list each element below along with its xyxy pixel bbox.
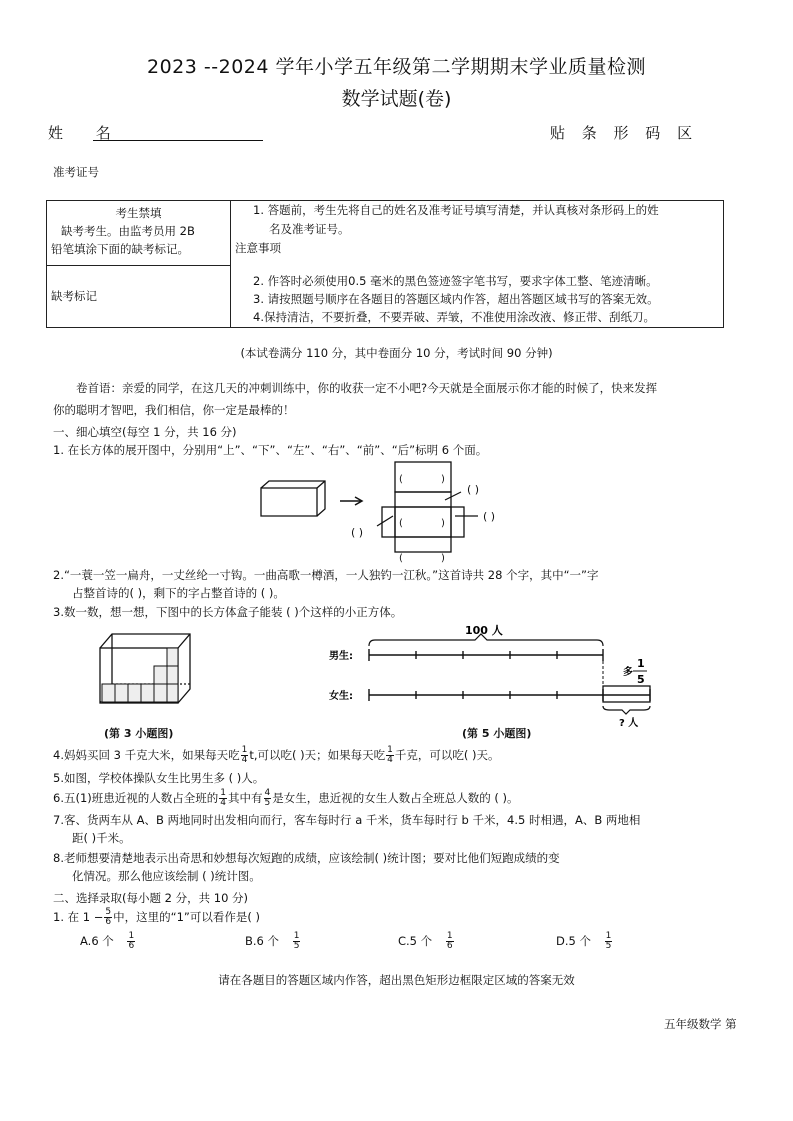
absence-title: 考生禁填 [115, 206, 162, 220]
s2q1-frac-den: 6 [105, 917, 112, 927]
q4-frac2-num: 1 [387, 745, 393, 755]
question-3: 3.数一数，想一想，下图中的长方体盒子能装 ( )个这样的小正方体。 [53, 605, 403, 619]
option-c[interactable] [398, 932, 455, 951]
option-b[interactable] [245, 932, 301, 951]
question-2-line-1: 2.“一蓑一笠一扁舟，一丈丝纶一寸钩。一曲高歌一樽酒，一人独钓一江秋。”这首诗共 28 个字，其中“一”字 [53, 568, 599, 582]
option-b-fraction [293, 932, 301, 951]
question-4 [53, 746, 500, 765]
q4-frac1-num: 1 [241, 745, 248, 755]
question-5: 5.如图，学校体操队女生比男生多 ( )人。 [53, 771, 265, 785]
notice-item-4: 4.保持清洁，不要折叠，不要弄破、弄皱，不准使用涂改液、修正带、刮纸刀。 [253, 310, 655, 324]
option-d-den: 5 [605, 941, 612, 951]
option-a-fraction [127, 932, 135, 951]
s2q1-part-b: 中，这里的“1”可以看作是( ) [113, 910, 261, 924]
question-6 [53, 789, 519, 808]
net-blank-left: ( ) [351, 526, 364, 539]
absence-mark-cell[interactable] [47, 265, 231, 328]
option-b-den: 5 [293, 941, 300, 951]
section-1-title: 一、细心填空(每空 1 分，共 16 分) [53, 425, 237, 439]
q4-fraction-2 [386, 746, 394, 765]
q6-part-a: 6.五(1)班患近视的人数占全班的 [53, 791, 219, 805]
notice-item-1b: 名及准考证号。 [269, 222, 350, 236]
notice-label: 注意事项 [235, 241, 281, 255]
net-blank-bottom-close: ) [441, 553, 445, 564]
preface-line-1: 卷首语：亲爱的同学，在这几天的冲刺训练中，你的收获一定不小吧?今天就是全面展示你才能的时候了，快来发挥 [76, 381, 658, 395]
q1-net-figure [255, 458, 555, 568]
name-field[interactable] [93, 140, 263, 141]
net-blank-top-close: ) [441, 474, 445, 485]
q6-frac1-den: 4 [220, 798, 226, 808]
notice-table [46, 200, 724, 328]
footer-warning: 请在各题目的答题区域内作答，超出黑色矩形边框限定区域的答案无效 [218, 973, 575, 987]
notice-item-3: 3. 请按照题号顺序在各题目的答题区域内作答，超出答题区域书写的答案无效。 [253, 292, 659, 306]
net-blank-right: ( ) [483, 510, 496, 523]
option-d-label: D.5 个 [556, 934, 591, 948]
absence-text-2: 铅笔填涂下面的缺考标记。 [51, 242, 189, 256]
option-c-num: 1 [446, 931, 453, 941]
q6-frac2-den: 5 [264, 798, 271, 808]
fig5-caption: (第 5 小题图) [462, 727, 532, 740]
fig5-girls-label: 女生: [329, 691, 353, 702]
cuboid-drawing [261, 481, 325, 516]
option-a-label: A.6 个 [80, 934, 114, 948]
q6-fraction-2 [264, 789, 272, 808]
absence-mark-label: 缺考标记 [51, 289, 97, 304]
option-d[interactable] [556, 932, 613, 951]
option-d-fraction [605, 932, 613, 951]
s2q1-part-a: 1. 在 1 − [53, 910, 104, 924]
net-blank-top: ( [399, 474, 403, 485]
fig5-more-label: 多 [623, 667, 633, 678]
cuboid-net [382, 462, 464, 552]
q4-part-c: 千克，可以吃( )天。 [394, 748, 500, 762]
absence-text-1: 缺考考生。由监考员用 2B [61, 224, 195, 238]
page-title: 2023 --2024 学年小学五年级第二学期期末学业质量检测 [147, 56, 646, 78]
net-blank-right-top: ( ) [467, 483, 480, 496]
q4-part-b: t,可以吃( )天；如果每天吃 [249, 748, 386, 762]
question-8-line-1: 8.老师想要清楚地表示出奇思和妙想每次短跑的成绩，应该绘制( )统计图；要对比他们短跑成绩的变 [53, 851, 560, 865]
fig5-question-label: ? 人 [619, 718, 639, 729]
q6-fraction-1 [219, 789, 227, 808]
fig5-total-label: 100 人 [465, 624, 503, 637]
net-blank-mid-close: ) [441, 518, 445, 529]
q4-fraction-1 [241, 746, 249, 765]
q6-part-c: 是女生，患近视的女生人数占全班总人数的 ( )。 [272, 791, 519, 805]
q4-part-a: 4.妈妈买回 3 千克大米，如果每天吃 [53, 748, 240, 762]
net-blank-mid: ( [399, 518, 403, 529]
option-a-den: 6 [128, 941, 135, 951]
option-b-num: 1 [293, 931, 300, 941]
preface-line-2: 你的聪明才智吧，我们相信，你一定是最棒的！ [53, 403, 295, 417]
q4-frac2-den: 4 [387, 755, 393, 765]
fig5-frac-den: 5 [637, 673, 645, 686]
question-2-line-2: 占整首诗的( )，剩下的字占整首诗的 ( )。 [72, 586, 285, 600]
notice-item-1a: 1. 答题前，考生先将自己的姓名及准考证号填写清楚，并认真核对条形码上的姓 [253, 203, 659, 217]
absence-instruction-cell [47, 201, 231, 266]
q4-frac1-den: 4 [241, 755, 248, 765]
q6-part-b: 其中有 [228, 791, 263, 805]
arrow-icon [340, 497, 362, 505]
q6-frac2-num: 4 [264, 788, 271, 798]
exam-number-label: 准考证号 [53, 165, 99, 179]
fig5-extra-box [603, 686, 650, 702]
option-c-fraction [446, 932, 454, 951]
option-d-num: 1 [605, 931, 612, 941]
question-7-line-1: 7.客、货两车从 A、B 两地同时出发相向而行，客车每时行 a 千米，货车每时行 b 千米，4.5 时相遇，A、B 两地相 [53, 813, 641, 827]
question-8-line-2: 化情况。那么他应该绘制 ( )统计图。 [72, 869, 261, 883]
option-a[interactable] [80, 932, 136, 951]
notice-item-2: 2. 作答时必须使用0.5 毫米的黑色签迹签字笔书写，要求字体工整、笔迹清晰。 [253, 274, 658, 288]
fig5-lower-brace [603, 706, 650, 714]
question-7-line-2: 距( )千米。 [72, 831, 131, 845]
q6-frac1-num: 1 [220, 788, 226, 798]
s2-question-1 [53, 908, 260, 927]
name-label: 姓 名 [48, 124, 125, 142]
page-subtitle: 数学试题(卷) [341, 88, 452, 110]
option-b-label: B.6 个 [245, 934, 280, 948]
s2q1-fraction [104, 908, 112, 927]
net-blank-bottom: ( [399, 553, 403, 564]
s2q1-frac-num: 5 [105, 907, 112, 917]
fig5-boys-label: 男生: [329, 651, 353, 662]
net-pointers [377, 492, 478, 526]
fig5-diagram [325, 622, 665, 732]
notice-items-cell [231, 201, 724, 328]
barcode-area-label: 贴 条 形 码 区 [550, 124, 699, 142]
fig5-boys-bar [369, 649, 603, 661]
exam-info: (本试卷满分 110 分，其中卷面分 10 分，考试时间 90 分钟) [240, 346, 553, 360]
fig3-caption: (第 3 小题图) [104, 727, 174, 740]
footer-page: 五年级数学 第 [664, 1017, 737, 1031]
fig5-frac-num: 1 [637, 657, 645, 670]
fig5-girls-bar [369, 689, 650, 701]
option-a-num: 1 [128, 931, 135, 941]
option-c-label: C.5 个 [398, 934, 433, 948]
question-1: 1. 在长方体的展开图中，分别用“上”、“下”、“左”、“右”、“前”、“后”标明 6 个面。 [53, 443, 488, 457]
section-2-title: 二、选择录取(每小题 2 分，共 10 分) [53, 891, 249, 905]
fig3-box [92, 628, 202, 708]
option-c-den: 6 [446, 941, 453, 951]
